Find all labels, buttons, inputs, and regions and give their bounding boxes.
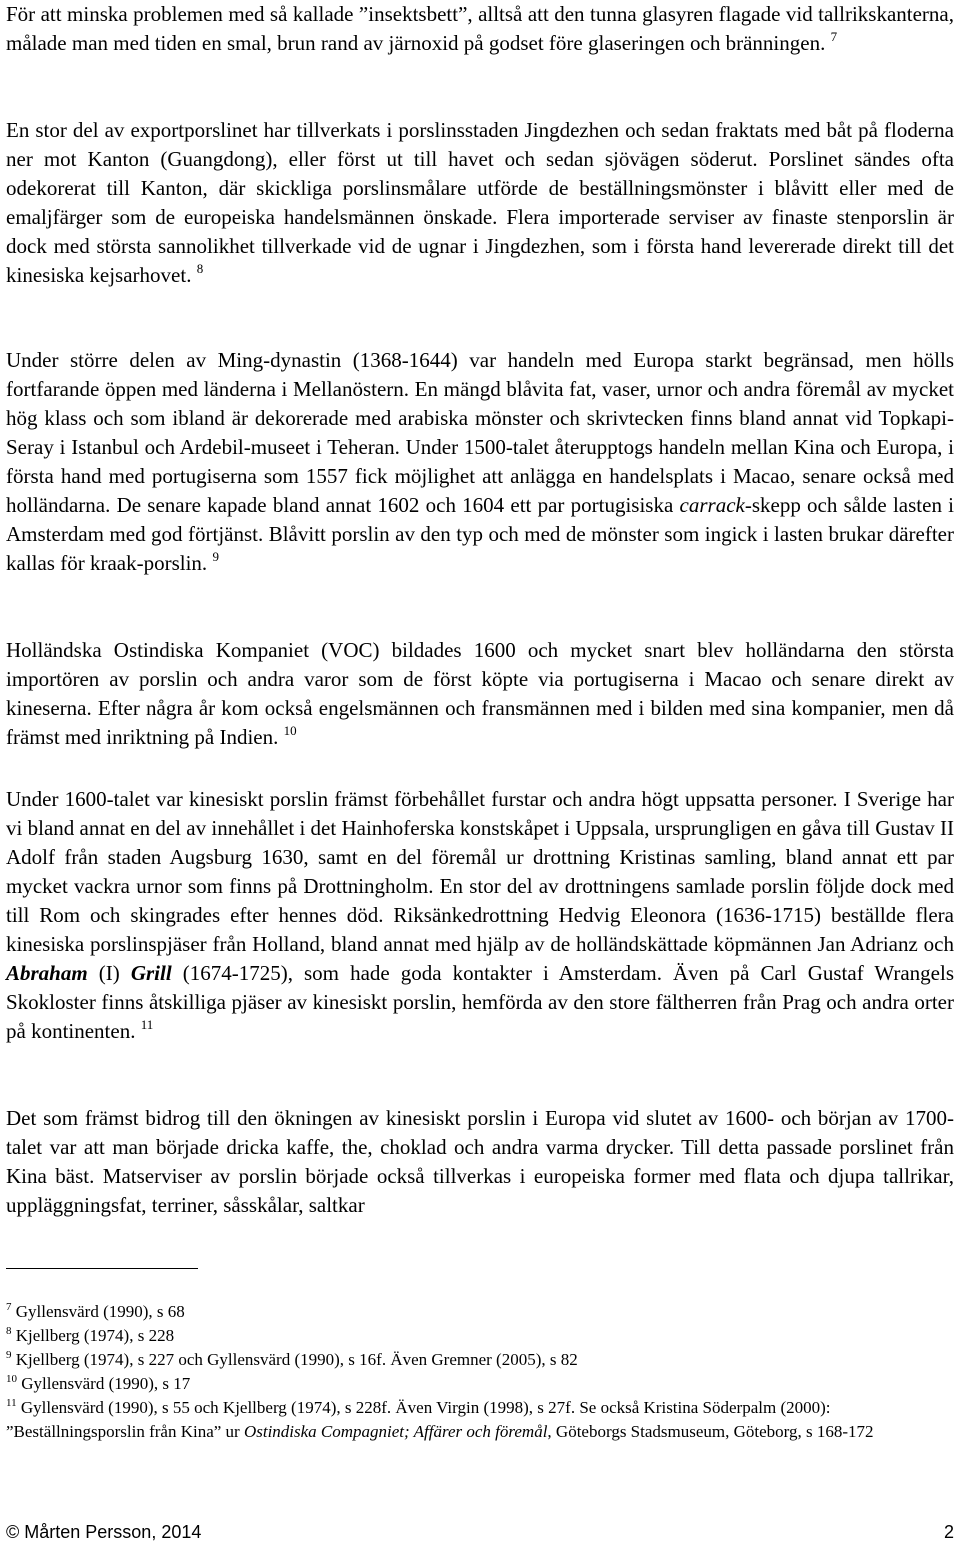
paragraph: En stor del av exportporslinet har tillverkats i porslinsstaden Jingdezhen och sedan fraktats med båt på floderna ner mot Kanton (Guangdong), eller först ut till havet och sedan sjövägen söderut. Porslinet sändes ofta odekorerat till Kanton, där skickliga porslinsmålare utförde de beställningsmönster i blåvitt eller med de emaljfärger som de europeiska handelsmännen önskade. Flera importerade serviser av finaste stenporslin är dock med största sannolikhet tillverkade vid de ugnar i Jingdezhen, som i första hand levererade direkt till det kinesiska kejsarhovet. $^8$ [6, 118, 954, 287]
footnote-ref[interactable]: 8 [196, 261, 204, 276]
paragraph: Holländska Ostindiska Kompaniet (VOC) bildades 1600 och mycket snart blev holländarna den största importören av porslin och andra varor som de först köpte via portugiserna i Macao och senare direkt av kineserna. Efter några år kom också engelsmännen och fransmännen med i bilden med sina kompanier, men då främst med inriktning på Indien. $^{10}$ [6, 638, 954, 749]
footnote: $^9$ Kjellberg (1974), s 227 och Gyllensvärd (1990), s 16f. Även Gremner (2005), s 82 [6, 1349, 578, 1369]
page-number: 2 [943, 1522, 954, 1542]
footnote-ref[interactable]: 11 [140, 1017, 154, 1032]
footnote: $^{11}$ Gyllensvärd (1990), s 55 och Kjellberg (1974), s 228f. Även Virgin (1998), s 27f. Se också Kristina Söderpalm (2000): ”Beställningsporslin från Kina” ur Ostindiska Compagniet; Affärer och föremål, Göteborgs Stadsmuseum, Göteborg, s 168-172 [6, 1397, 874, 1441]
paragraph: Under 1600-talet var kinesiskt porslin främst förbehållet furstar och andra högt uppsatta personer. I Sverige har vi bland annat en del av innehållet i det Hainhoferska konstskåpet i Uppsala, ursprungligen en gåva till Gustav II Adolf från staden Augsburg 1630, samt en del föremål ur drottning Kristinas samling, bland annat ett par mycket vackra urnor som finns på Drottningholm. En stor del av drottningens samlade porslin följde dock med till Rom och skingrades efter hennes död. Riksänkedrottning Hedvig Eleonora (1636-1715) beställde flera kinesiska porslinspjäser från Holland, bland annat med hjälp av de holländskättade köpmännen Jan Adrianz och Abraham (I) Grill (1674-1725), som hade goda kontakter i Amsterdam. Även på Carl Gustaf Wrangels Skokloster finns åtskilliga pjäser av kinesiskt porslin, hemförda av den store fältherren från Prag och andra orter på kontinenten. $^{11}$ [6, 787, 954, 1043]
paragraph: För att minska problemen med så kallade ”insektsbett”, alltså att den tunna glasyren flagade vid tallrikskanterna, målade man med tiden en smal, brun rand av järnoxid på godset före glaseringen och bränningen. $^7$ [6, 2, 954, 55]
footnote-ref[interactable]: 7 [830, 29, 838, 44]
italic-term: carrack [679, 493, 745, 517]
page-footer [6, 1522, 954, 1548]
copyright: © Mårten Persson, 2014 [6, 1522, 202, 1542]
bold-italic-name: Grill [130, 961, 172, 985]
footnote-separator [6, 1268, 198, 1269]
paragraph: Under större delen av Ming-dynastin (1368-1644) var handeln med Europa starkt begränsad, men hölls fortfarande öppen med länderna i Mellanöstern. En mängd blåvita fat, vaser, urnor och andra föremål av mycket hög klass och som ibland är dekorerade med arabiska mönster och skrivtecken finns bland annat vid Topkapi-Seray i Istanbul och Ardebil-museet i Teheran. Under 1500-talet återupptogs handeln mellan Kina och Europa, i första hand med portugiserna som 1557 fick möjlighet att anlägga en handelsplats i Macao, senare också med holländarna. De senare kapade bland annat 1602 och 1604 ett par portugisiska carrack-skepp och sålde lasten i Amsterdam med god förtjänst. Blåvitt porslin av den typ och med de mönster som ingick i lasten brukar därefter kallas för kraak-porslin. $^9$ [6, 348, 954, 575]
footnote-ref[interactable]: 9 [212, 549, 219, 564]
footnote-ref[interactable]: 10 [283, 723, 297, 738]
paragraph: Det som främst bidrog till den ökningen av kinesiskt porslin i Europa vid slutet av 1600- och början av 1700-talet var att man började dricka kaffe, the, choklad och andra varma drycker. Till detta passade porslinet från Kina bäst. Matserviser av porslin började också tillverkas i europeiska former med flata och djupa tallrikar, uppläggningsfat, terriner, såsskålar, saltkar [6, 1106, 954, 1217]
footnotes [6, 1300, 954, 1444]
footnote: $^{10}$ Gyllensvärd (1990), s 17 [6, 1373, 191, 1393]
footnote: $^8$ Kjellberg (1974), s 228 [6, 1325, 175, 1345]
bold-italic-name: Abraham [6, 961, 88, 985]
footnote: $^7$ Gyllensvärd (1990), s 68 [6, 1301, 185, 1321]
